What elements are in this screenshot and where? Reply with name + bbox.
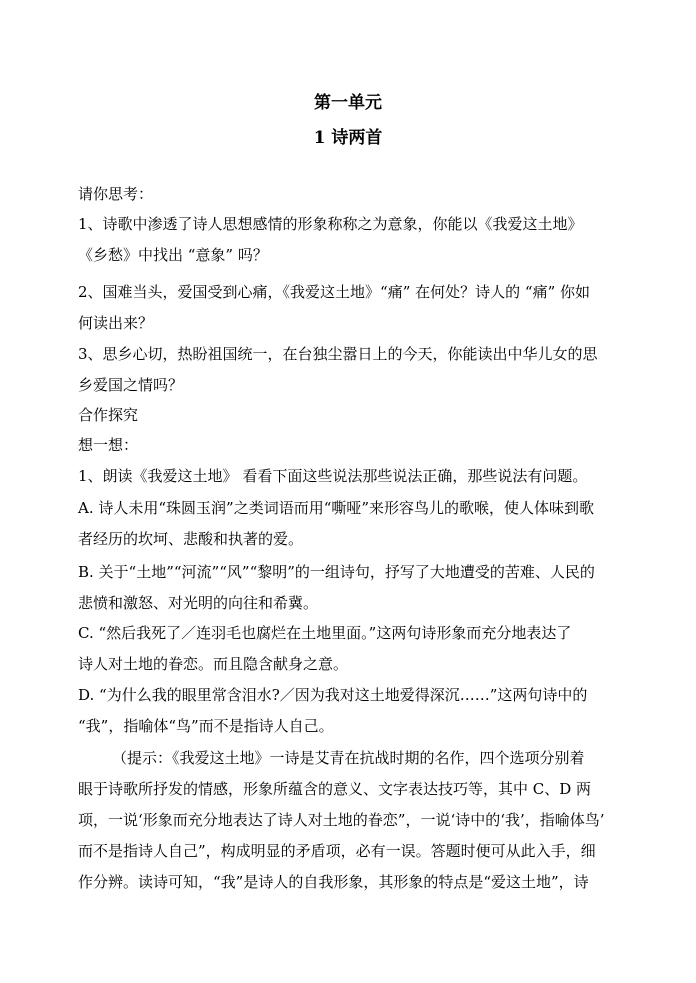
hint-line-5: 作分辨。读诗可知，“我”是诗人的自我形象，其形象的特点是“爱这土地”，诗 [78, 873, 589, 891]
option-c-line-1: C. “然后我死了／连羽毛也腐烂在土地里面。”这两句诗形象而充分地表达了 [78, 624, 572, 642]
hint-line-1: （提示：《我爱这土地》一诗是艾青在抗战时期的名作，四个选项分别着 [112, 749, 585, 767]
hint-line-4: 而不是指诗人自己”，构成明显的矛盾项，必有一误。答题时便可从此入手，细 [78, 842, 596, 860]
hint-line-3: 项，一说‘形象而充分地表达了诗人对土地的眷恋”，一说‘诗中的‘我’，指喻体鸟’ [78, 811, 605, 829]
option-a-line-1: A. 诗人未用“珠圆玉润”之类词语而用“嘶哑”来形容鸟儿的歌喉，使人体味到歌 [78, 499, 595, 517]
question-2-line-1: 2、国难当头，爱国受到心痛，《我爱这土地》“痛” 在何处？诗人的 “痛” 你如 [78, 283, 591, 301]
option-b-line-2: 悲愤和激怒、对光明的向往和希冀。 [78, 594, 319, 612]
option-c-line-2: 诗人对土地的眷恋。而且隐含献身之意。 [78, 655, 349, 673]
option-a-line-2: 者经历的坎坷、悲酸和执著的爱。 [78, 530, 304, 548]
hint-line-2: 眼于诗歌所抒发的情感，形象所蕴含的意义、文字表达技巧等，其中 C、D 两 [78, 780, 592, 798]
exercise-1-prompt: 1、朗读《我爱这土地》 看看下面这些说法那些说法正确，那些说法有问题。 [78, 467, 588, 485]
question-2-line-2: 何读出来？ [78, 314, 154, 332]
unit-title: 第一单元 [314, 93, 382, 113]
question-3-line-2: 乡爱国之情吗？ [78, 376, 184, 394]
subsection-heading: 想一想： [78, 436, 139, 454]
lesson-title: 1 诗两首 [313, 128, 383, 148]
section-heading: 合作探究 [78, 406, 139, 424]
option-d-line-2: “我”，指喻体“鸟”而不是指诗人自己。 [78, 717, 334, 735]
option-b-line-1: B. 关于“土地”“河流”“风”“黎明”的一组诗句，抒写了大地遭受的苦难、人民的 [78, 563, 595, 581]
option-d-line-1: D. “为什么我的眼里常含泪水?／因为我对这土地爱得深沉……”这两句诗中的 [78, 686, 588, 704]
prompt-heading: 请你思考： [78, 185, 154, 203]
question-1-line-1: 1、诗歌中渗透了诗人思想感情的形象称称之为意象，你能以《我爱这土地》 [78, 215, 583, 233]
question-1-line-2: 《乡愁》中找出 “意象” 吗？ [78, 246, 268, 264]
question-3-line-1: 3、思乡心切，热盼祖国统一，在台独尘嚣日上的今天，你能读出中华儿女的思 [78, 345, 598, 363]
